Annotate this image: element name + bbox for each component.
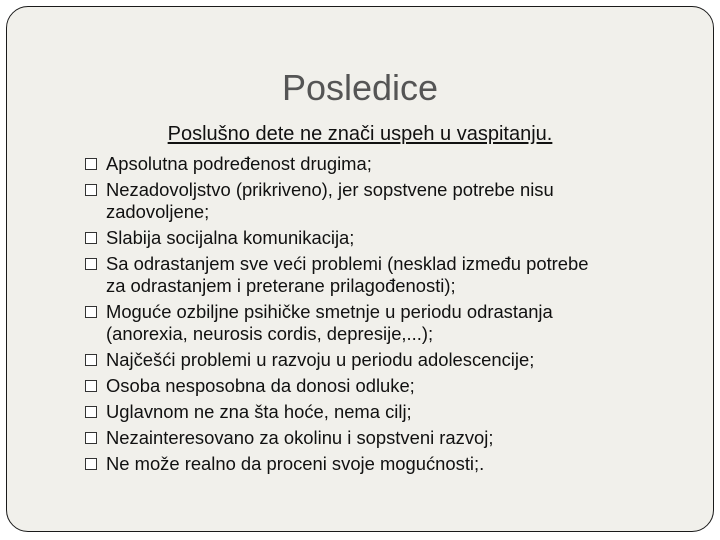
checkbox-square-icon	[85, 406, 97, 418]
list-item	[83, 301, 699, 345]
list-item-text: Ne može realno da proceni svoje mogućnosti;.	[106, 453, 485, 474]
checkbox-square-icon	[85, 158, 97, 170]
slide	[6, 6, 714, 532]
list-item-text: Moguće ozbiljne psihičke smetnje u periodu odrastanja	[106, 301, 553, 322]
checkbox-square-icon	[85, 258, 97, 270]
list-item-text: Slabija socijalna komunikacija;	[106, 227, 355, 248]
list-item	[83, 253, 699, 297]
bullet-list	[83, 153, 699, 479]
list-item	[83, 153, 699, 175]
list-item	[83, 375, 699, 397]
list-item	[83, 453, 699, 475]
list-item-text: Osoba nesposobna da donosi odluke;	[106, 375, 415, 396]
list-item-text-continued: zadovoljene;	[106, 201, 210, 222]
slide-subtitle: Poslušno dete ne znači uspeh u vaspitanju.	[167, 123, 553, 145]
list-item-text: Nezadovoljstvo (prikriveno), jer sopstvene potrebe nisu	[106, 179, 554, 200]
list-item	[83, 349, 699, 371]
checkbox-square-icon	[85, 354, 97, 366]
list-item	[83, 227, 699, 249]
list-item-text-continued: (anorexia, neurosis cordis, depresije,...);	[106, 323, 434, 344]
checkbox-square-icon	[85, 458, 97, 470]
list-item-text: Uglavnom ne zna šta hoće, nema cilj;	[106, 401, 412, 422]
list-item-text: Sa odrastanjem sve veći problemi (nesklad između potrebe	[106, 253, 589, 274]
checkbox-square-icon	[85, 184, 97, 196]
list-item-text-continued: za odrastanjem i preterane prilagođenosti);	[106, 275, 456, 296]
list-item	[83, 401, 699, 423]
list-item-text: Najčešći problemi u razvoju u periodu adolescencije;	[106, 349, 535, 370]
list-item	[83, 427, 699, 449]
list-item-text: Apsolutna podređenost drugima;	[106, 153, 372, 174]
list-item-text: Nezainteresovano za okolinu i sopstveni razvoj;	[106, 427, 494, 448]
checkbox-square-icon	[85, 380, 97, 392]
slide-title: Posledice	[281, 67, 439, 108]
list-item	[83, 179, 699, 223]
checkbox-square-icon	[85, 306, 97, 318]
checkbox-square-icon	[85, 232, 97, 244]
checkbox-square-icon	[85, 432, 97, 444]
